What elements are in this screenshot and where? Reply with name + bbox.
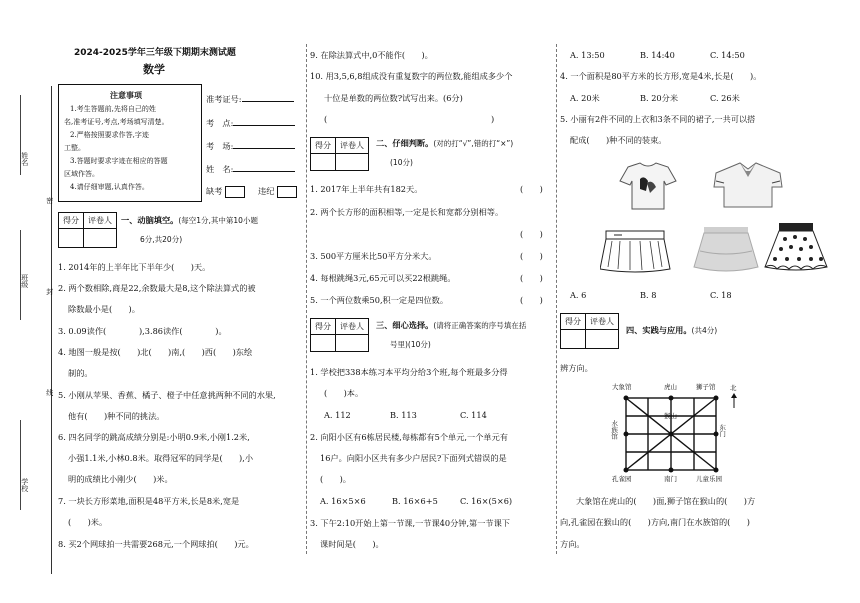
question-text: 4. 每根跳绳3元,65元可以买22根跳绳。 (310, 273, 456, 283)
question-text: 3. 500平方厘米比50平方分米大。 (310, 251, 437, 261)
section-4-header: 四、实践与应用。(共4分) (626, 325, 718, 335)
notice-line: 区域作答。 (64, 170, 99, 178)
binding-school-label: 学校 (20, 478, 29, 492)
question-text: 4. 一个面积是80平方米的长方形,宽是4米,长是( )。 (560, 71, 762, 81)
notice-line: 2.严格按照要求作答,字迹 (70, 131, 149, 139)
option[interactable]: A. 16×5×6 (320, 496, 366, 506)
option[interactable]: A. 112 (324, 410, 351, 420)
sailor-shirt-icon (714, 163, 782, 207)
question-text: 1. 2014年的上半年比下半年少( )天。 (58, 262, 211, 272)
question-text: 十位是单数的两位数?试写出来。(6分) (324, 93, 463, 103)
admission-number-field[interactable]: 准考证号: (206, 93, 294, 104)
question-text: 16户。向阳小区共有多少户居民?下面列式错误的是 (320, 453, 507, 463)
north-arrow-icon (730, 393, 738, 409)
exam-room-field[interactable]: 考 场: (206, 140, 295, 151)
clothing-illustrations (600, 157, 840, 277)
question-text: 2. 两个数相除,商是22,余数最大是8,这个除法算式的被 (58, 283, 256, 293)
question-text: 除数最小是( )。 (68, 304, 140, 314)
column-divider-2 (556, 44, 557, 554)
subject-title: 数学 (143, 63, 165, 76)
option[interactable]: B. 16×6+5 (392, 496, 438, 506)
section-3-header: 三、细心选择。(请将正确答案的序号填在括 (376, 320, 527, 330)
column-divider-1 (306, 44, 307, 554)
question-text: 5. 一个两位数乘50,积一定是四位数。 (310, 295, 449, 305)
notice-line: 1.考生答题前,先将自己的姓 (70, 105, 156, 113)
question-text: 6. 四名同学的跳高成绩分别是:小明0.9米,小刚1.2米, (58, 432, 250, 442)
page-title: 2024-2025学年三年级下期期末测试题 (74, 48, 236, 58)
option[interactable]: B. 20分米 (640, 93, 679, 103)
map-label: 孔雀园 (612, 475, 632, 483)
zoo-map-diagram (620, 392, 727, 474)
binding-class-label: 班级 (20, 274, 29, 288)
exam-site-field[interactable]: 考 点: (206, 117, 295, 128)
judge-blank[interactable]: ( ) (520, 273, 543, 283)
score-table-s4: 得分 评卷人 (560, 313, 619, 349)
score-table-s2: 得分 评卷人 (310, 137, 369, 171)
notice-title: 注意事项 (110, 91, 142, 100)
question-text: 7. 一块长方形菜地,面积是48平方米,长是8米,宽是 (58, 496, 240, 506)
map-label: 水族馆 (610, 420, 619, 440)
question-text: 2. 两个长方形的面积相等,一定是长和宽都分别相等。 (310, 207, 504, 217)
question-text: 4. 地图一般是按( )北( )南,( )西( )东绘 (58, 347, 253, 357)
name-field[interactable]: 姓 名: (206, 163, 295, 174)
question-text: 1. 2017年上半年共有182天。 (310, 184, 423, 194)
question-text: 大象馆在虎山的( )面,狮子馆在猴山的( )方 (576, 496, 756, 506)
question-text: 方向。 (560, 539, 585, 549)
map-label: 南门 (664, 475, 677, 483)
question-text: 3. 0.09读作( ),3.86读作( )。 (58, 326, 227, 336)
notice-line: 4.请仔细审题,认真作答。 (70, 183, 149, 191)
question-text: 2. 向阳小区有6栋居民楼,每栋都有5个单元,一个单元有 (310, 432, 508, 442)
option[interactable]: C. 114 (460, 410, 487, 420)
notice-line: 名,准考证号,考点,考场填写清楚。 (64, 118, 169, 126)
question-text: ( )。 (320, 474, 351, 484)
notice-line: 3.答题时要求字迹在相应的答题 (70, 157, 168, 165)
absent-checkbox[interactable]: 缺考 (206, 186, 245, 198)
option[interactable]: B. 8 (640, 290, 657, 300)
tshirt-icon (620, 163, 676, 209)
map-label: 猴山 (664, 412, 677, 420)
skirt-icon (765, 223, 827, 270)
section-1-note: 6分,共20分) (140, 235, 183, 244)
option[interactable]: B. 14:40 (640, 50, 675, 60)
skirt-icon (600, 231, 670, 272)
map-label: 东门 (718, 424, 727, 437)
section-2-header: 二、仔细判断。(对的打“√”,错的打“×”) (376, 138, 514, 148)
question-text: 5. 小丽有2件不同的上衣和3条不同的裙子,一共可以搭 (560, 114, 756, 124)
question-text: 3. 下午2:10开始上第一节课,一节课40分钟,第一节课下 (310, 518, 510, 528)
binding-feng: 封 (45, 288, 54, 295)
question-text: 配成( )种不同的装束。 (570, 135, 667, 145)
option[interactable]: C. 26米 (710, 93, 740, 103)
option[interactable]: A. 13:50 (570, 50, 605, 60)
question-text: 课时间是( )。 (320, 539, 384, 549)
map-north-label: 北 (730, 384, 737, 392)
question-text: ( )米。 (68, 517, 108, 527)
question-text: 制的。 (68, 368, 93, 378)
question-text: 1. 学校把338本练习本平均分给3个班,每个班最多分得 (310, 367, 508, 377)
question-text: 他有( )种不同的挑法。 (68, 411, 165, 421)
notice-line: 工整。 (64, 144, 85, 152)
section-1-header: 一、动脑填空。(每空1分,其中第10小题 (121, 215, 258, 225)
judge-blank[interactable]: ( ) (520, 251, 543, 261)
binding-mi: 密 (45, 197, 54, 204)
question-text: 辨方向。 (560, 363, 593, 373)
option[interactable]: C. 16×(5×6) (460, 496, 513, 506)
section-2-note: (10分) (390, 158, 413, 167)
violation-checkbox[interactable]: 违纪 (258, 186, 297, 198)
section-3-note: 号里)(10分) (390, 340, 431, 349)
question-text: 向,孔雀园在猴山的( )方向,南门在水族馆的( ) (560, 517, 750, 527)
question-text: 明的成绩比小刚少( )米。 (68, 474, 173, 484)
option[interactable]: A. 20米 (570, 93, 600, 103)
skirt-icon (694, 227, 758, 271)
judge-blank[interactable]: ( ) (520, 295, 543, 305)
judge-blank[interactable]: ( ) (520, 184, 543, 194)
score-table-s3: 得分 评卷人 (310, 318, 369, 352)
question-text: 5. 小刚从苹果、香蕉、橘子、橙子中任意挑两种不同的水果, (58, 390, 276, 400)
binding-name-label: 姓名 (20, 152, 29, 166)
option[interactable]: C. 14:50 (710, 50, 745, 60)
question-text: 小强1.1米,小林0.8米。取得冠军的同学是( ),小 (68, 453, 254, 463)
option[interactable]: C. 18 (710, 290, 732, 300)
question-text: 9. 在除法算式中,0不能作( )。 (310, 50, 433, 60)
school-line (20, 420, 21, 510)
binding-line (51, 86, 52, 574)
map-label: 狮子馆 (696, 383, 716, 391)
binding-xian: 线 (45, 389, 54, 396)
question-text: 10. 用3,5,6,8组成没有重复数字的两位数,能组成多少个 (310, 71, 513, 81)
answer-blank[interactable]: ( ) (324, 114, 495, 124)
map-label: 大象馆 (612, 383, 632, 391)
question-text: 8. 买2个网球拍一共需要268元,一个网球拍( )元。 (58, 539, 254, 549)
score-table-s1: 得分 评卷人 (58, 212, 117, 248)
question-text: ( )本。 (324, 388, 364, 398)
map-label: 儿童乐园 (696, 475, 722, 483)
judge-blank[interactable]: ( ) (520, 229, 543, 239)
map-label: 虎山 (664, 383, 677, 391)
option[interactable]: A. 6 (570, 290, 587, 300)
option[interactable]: B. 113 (390, 410, 417, 420)
